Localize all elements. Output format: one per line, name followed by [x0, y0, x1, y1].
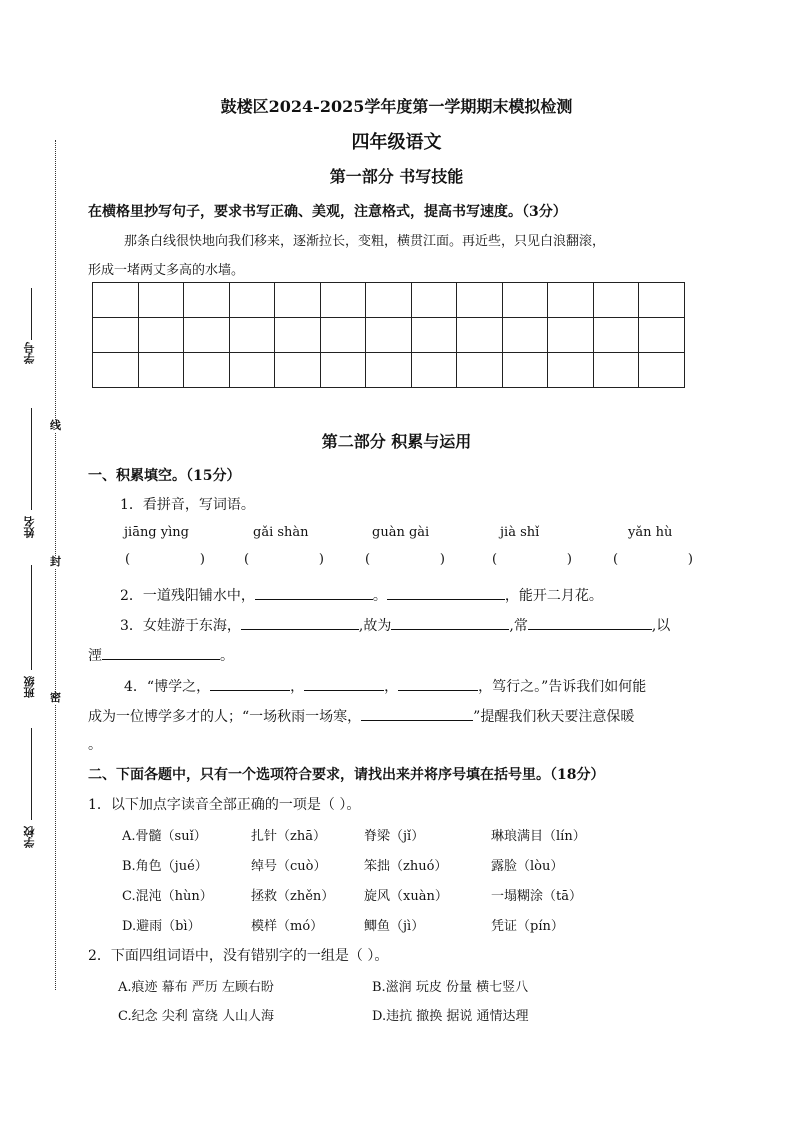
s1-q3-text-a: 3．女娃游于东海， — [120, 618, 241, 634]
s2-q1-option-a4: 琳琅满目（lín） — [491, 829, 586, 844]
fill-blank[interactable] — [528, 615, 652, 630]
section1-heading: 一、积累填空。（15分） — [88, 468, 241, 484]
s2-q1-option-b1: B.角色（jué） — [122, 859, 208, 874]
exam-subtitle: 四年级语文 — [351, 132, 442, 153]
fill-blank[interactable] — [304, 676, 384, 691]
pinyin-3: guàn gài — [372, 525, 430, 540]
s1-q4-comma: ， — [290, 679, 305, 695]
s1-q3 — [120, 615, 670, 635]
answer-box-3[interactable]: ( ) — [365, 552, 445, 567]
s2-q2-option-b: B.滋润 玩皮 份量 横七竖八 — [372, 980, 529, 995]
s1-q2 — [120, 585, 603, 605]
s1-q3-cont — [88, 645, 234, 665]
fill-blank[interactable] — [241, 615, 359, 630]
name-label: 姓名 — [23, 516, 36, 538]
seal-mark-mi: 密 — [50, 691, 61, 704]
s2-q1-option-a1: A.骨髓（suǐ） — [122, 829, 207, 844]
grid-row — [93, 318, 685, 353]
pinyin-1: jiāng yìng — [124, 525, 189, 540]
s2-q1-option-d3: 鲫鱼（jì） — [364, 919, 425, 934]
s2-q1-option-c2: 拯救（zhěn） — [251, 889, 335, 904]
passage-line-1: 那条白线很快地向我们移来，逐渐拉长，变粗，横贯江面。再近些，只见白浪翻滚， — [124, 234, 606, 249]
class-line — [31, 565, 32, 670]
writing-grid[interactable] — [92, 282, 685, 388]
s2-q1-option-a2: 扎针（zhā） — [251, 829, 326, 844]
section2-heading: 二、下面各题中，只有一个选项符合要求，请找出来并将序号填在括号里。（18分） — [88, 767, 605, 783]
fill-blank[interactable] — [210, 676, 290, 691]
s2-q1-option-a3: 脊梁（jǐ） — [364, 829, 425, 844]
s1-q4-text-c: 成为一位博学多才的人；“一场秋雨一场寒， — [88, 709, 362, 725]
pinyin-2: gǎi shàn — [253, 525, 309, 540]
s1-q4 — [124, 676, 646, 696]
student-no-label: 学号 — [23, 342, 36, 364]
student-no-line — [31, 288, 32, 340]
fill-blank[interactable] — [361, 706, 473, 721]
fill-blank[interactable] — [255, 585, 373, 600]
s2-q1-option-b4: 露脸（lòu） — [491, 859, 564, 874]
fill-blank[interactable] — [387, 585, 505, 600]
s2-q2: 2．下面四组词语中，没有错别字的一组是（ ）。 — [88, 948, 389, 964]
s1-q4-line3: 。 — [88, 737, 102, 753]
s1-q2-text-c: ，能开二月花。 — [504, 588, 603, 604]
s2-q1-option-c4: 一塌糊涂（tā） — [491, 889, 582, 904]
fill-blank[interactable] — [391, 615, 509, 630]
answer-box-2[interactable]: ( ) — [244, 552, 324, 567]
s1-q3-text-b: ,故为 — [358, 618, 392, 634]
s2-q1-option-d1: D.避雨（bì） — [122, 919, 201, 934]
s1-q3-text-c: ,常 — [509, 618, 528, 634]
seal-mark-xian: 线 — [50, 419, 61, 432]
s1-q4-line2 — [88, 706, 634, 726]
part1-heading: 第一部分 书写技能 — [329, 167, 464, 186]
s2-q1-option-b2: 绰号（cuò） — [251, 859, 327, 874]
s1-q4-text-a: 4．“博学之， — [124, 679, 211, 695]
exam-title: 鼓楼区2024-2025学年度第一学期期末模拟检测 — [220, 97, 573, 116]
grid-row — [93, 283, 685, 318]
answer-box-1[interactable]: ( ) — [125, 552, 205, 567]
answer-box-4[interactable]: ( ) — [492, 552, 572, 567]
class-label: 班级 — [23, 676, 36, 698]
s2-q1: 1．以下加点字读音全部正确的一项是（ ）。 — [88, 797, 361, 813]
s1-q1-prompt: 1．看拼音，写词语。 — [120, 497, 255, 513]
s1-q4-text-d: ”提醒我们秋天要注意保暖 — [473, 709, 635, 725]
part2-heading: 第二部分 积累与运用 — [321, 432, 472, 451]
grid-row — [93, 353, 685, 388]
s2-q1-option-b3: 笨拙（zhuó） — [364, 859, 448, 874]
s1-q4-comma: ， — [384, 679, 399, 695]
s1-q4-text-b: ，笃行之。”告诉我们如何能 — [478, 679, 647, 695]
seal-mark-feng: 封 — [50, 555, 61, 568]
s1-q3-text-f: 。 — [220, 648, 234, 664]
s1-q3-text-e: 湮 — [88, 648, 102, 664]
s2-q2-option-c: C.纪念 尖利 富绕 人山人海 — [118, 1009, 275, 1024]
s2-q1-option-c3: 旋风（xuàn） — [364, 889, 448, 904]
pinyin-4: jià shǐ — [500, 525, 540, 540]
part1-instruction: 在横格里抄写句子，要求书写正确、美观，注意格式，提高书写速度。（3分） — [88, 204, 567, 220]
s1-q3-text-d: ,以 — [651, 618, 671, 634]
s1-q2-text-a: 2．一道残阳铺水中， — [120, 588, 255, 604]
fill-blank[interactable] — [398, 676, 478, 691]
pinyin-5: yǎn hù — [628, 525, 673, 540]
s2-q1-option-d2: 模样（mó） — [251, 919, 324, 934]
fill-blank[interactable] — [102, 645, 220, 660]
school-line — [31, 728, 32, 820]
s2-q2-option-d: D.违抗 撤换 据说 通情达理 — [372, 1009, 529, 1024]
name-line — [31, 408, 32, 510]
answer-box-5[interactable]: ( ) — [613, 552, 693, 567]
school-label: 学校 — [23, 826, 36, 848]
passage-line-2: 形成一堵两丈多高的水墙。 — [88, 263, 245, 278]
s2-q2-option-a: A.痕迹 幕布 严历 左顾右盼 — [118, 980, 274, 995]
s2-q1-option-c1: C.混沌（hùn） — [122, 889, 213, 904]
s1-q2-text-b: 。 — [372, 588, 387, 604]
s2-q1-option-d4: 凭证（pín） — [491, 919, 564, 934]
